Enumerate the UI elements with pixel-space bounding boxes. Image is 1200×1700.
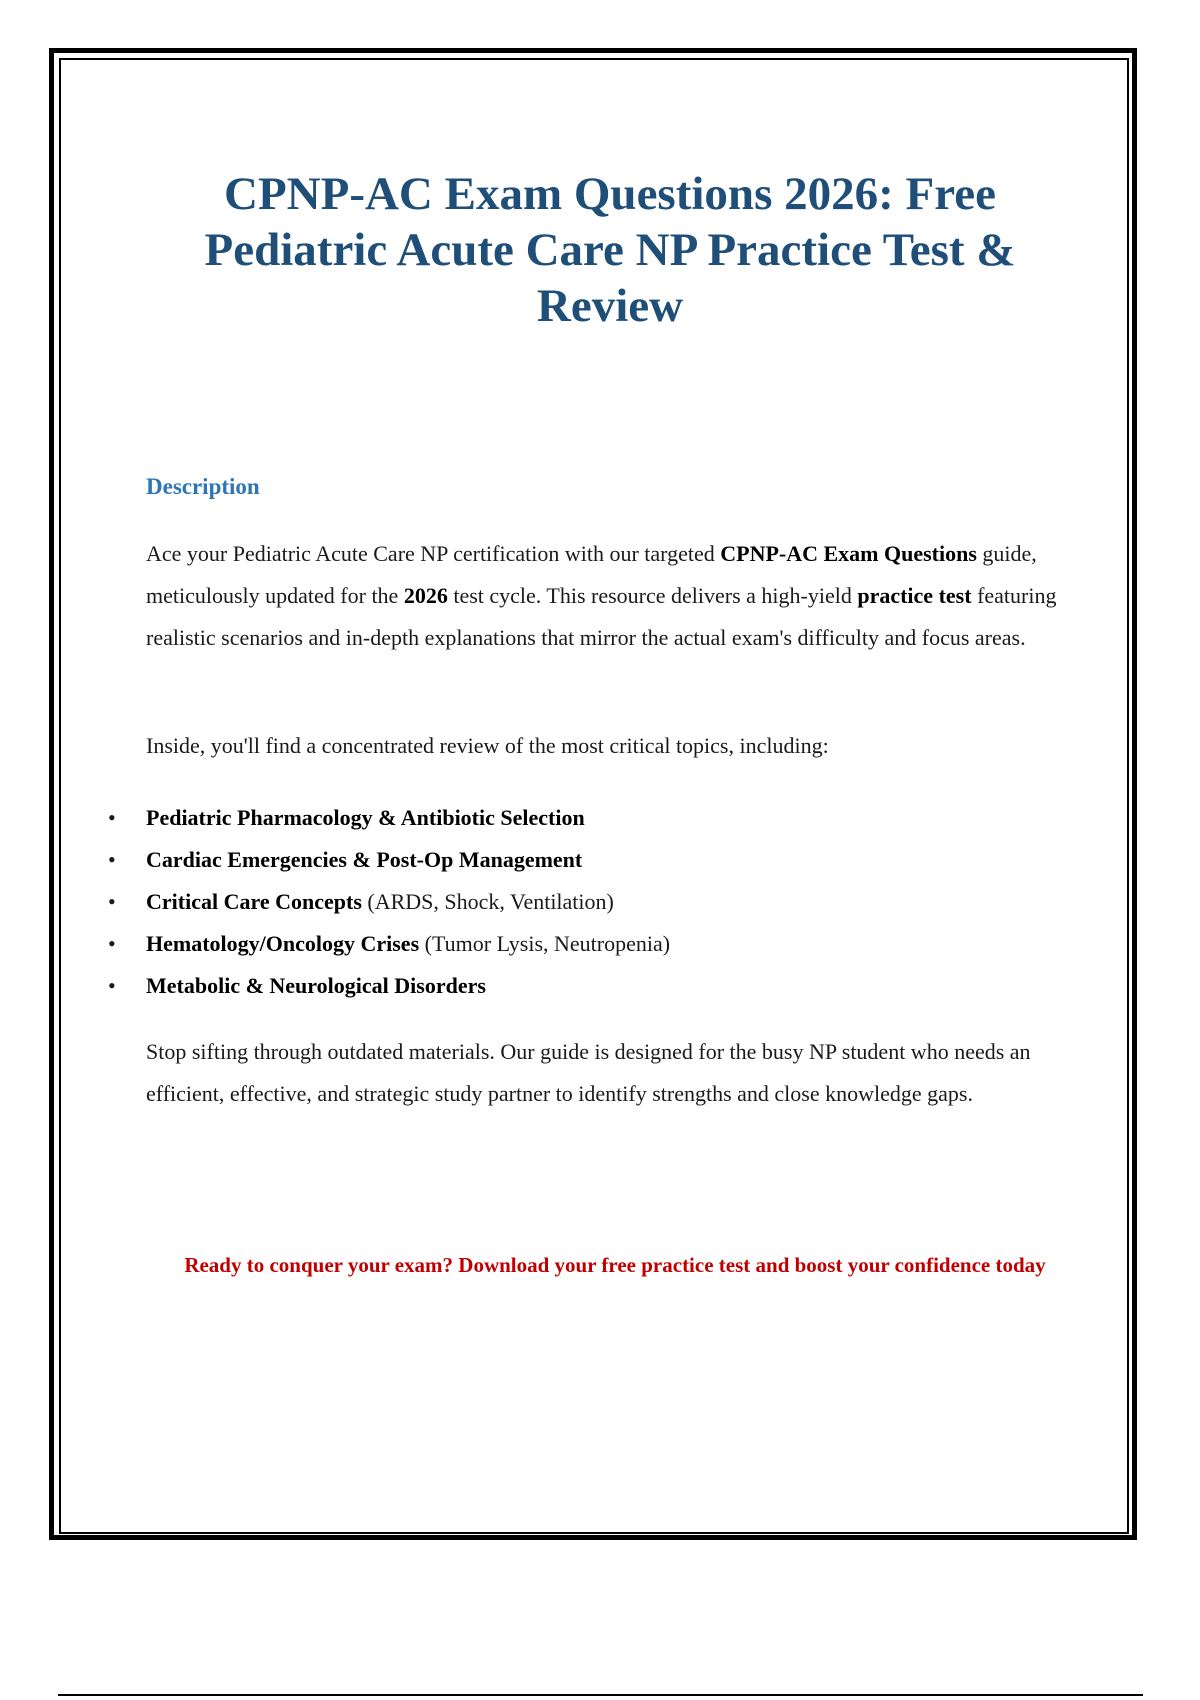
topic-title: Pediatric Pharmacology & Antibiotic Selection bbox=[146, 805, 585, 830]
topic-title: Hematology/Oncology Crises bbox=[146, 931, 420, 956]
intro-paragraph bbox=[146, 533, 1086, 659]
topics-intro: Inside, you'll find a concentrated review of the most critical topics, including: bbox=[146, 733, 829, 758]
topic-title: Metabolic & Neurological Disorders bbox=[146, 973, 486, 998]
topics-list bbox=[106, 797, 670, 1007]
closing-paragraph: Stop sifting through outdated materials. Our guide is designed for the busy NP student who needs an efficient, effective, and strategic study partner to identify strengths and close knowledge gaps. bbox=[146, 1039, 1031, 1106]
description-heading: Description bbox=[146, 474, 260, 499]
topic-item bbox=[106, 965, 670, 1007]
bullet-icon: • bbox=[108, 931, 116, 956]
topic-detail: (Tumor Lysis, Neutropenia) bbox=[419, 931, 671, 956]
topic-item bbox=[106, 839, 670, 881]
intro-bold-exam-questions: CPNP-AC Exam Questions bbox=[720, 541, 977, 566]
topic-title: Cardiac Emergencies & Post-Op Management bbox=[146, 847, 583, 872]
topic-item bbox=[106, 923, 670, 965]
call-to-action: Ready to conquer your exam? Download your free practice test and boost your confidence today bbox=[184, 1253, 1046, 1277]
topic-item bbox=[106, 881, 670, 923]
bullet-icon: • bbox=[108, 805, 116, 830]
topic-item bbox=[106, 797, 670, 839]
document-title: CPNP-AC Exam Questions 2026: Free Pediatric Acute Care NP Practice Test & Review bbox=[204, 168, 1016, 332]
intro-text-1: Ace your Pediatric Acute Care NP certification with our targeted bbox=[146, 541, 721, 566]
bullet-icon: • bbox=[108, 973, 116, 998]
topic-title: Critical Care Concepts bbox=[146, 889, 362, 914]
intro-text-4: featuring realistic scenarios and in-depth explanations that mirror the actual exam's difficulty and focus areas. bbox=[146, 583, 1057, 650]
bullet-icon: • bbox=[108, 889, 116, 914]
intro-bold-year: 2026 bbox=[403, 583, 448, 608]
intro-text-2: guide, meticulously updated for the bbox=[146, 541, 1037, 608]
intro-bold-practice-test: practice test bbox=[857, 583, 972, 608]
bullet-icon: • bbox=[108, 847, 116, 872]
footer-rule bbox=[58, 1694, 1143, 1696]
topic-detail: (ARDS, Shock, Ventilation) bbox=[361, 889, 614, 914]
intro-text-3: test cycle. This resource delivers a high-yield bbox=[447, 583, 858, 608]
